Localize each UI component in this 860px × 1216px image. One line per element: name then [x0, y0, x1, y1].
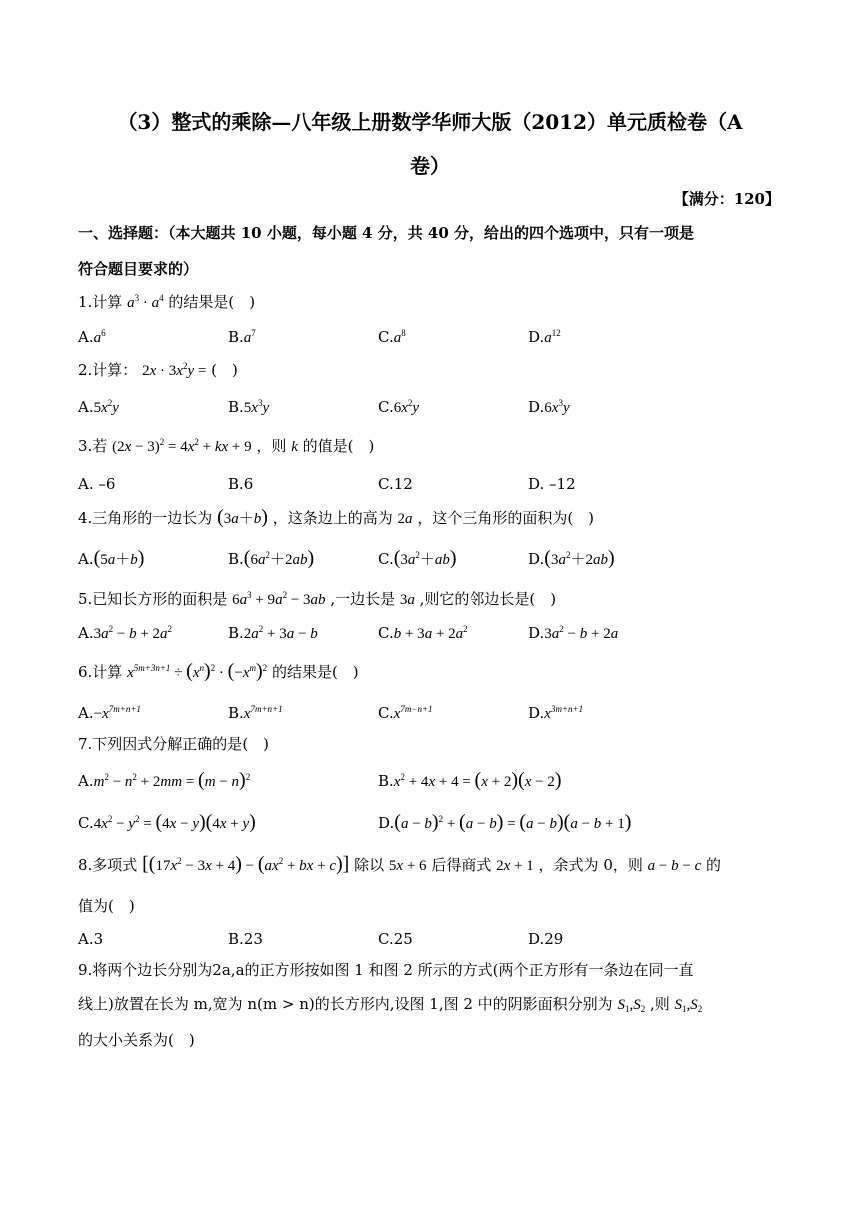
question-2: 2.计算： $2x \cdot 3x^2y$ = ( )	[78, 361, 238, 379]
q1-option-d: $D.a^{12}$	[528, 328, 561, 346]
question-4: 4.三角形的一边长为 (3a＋b) ，这条边上的高为 2a ，这个三角形的面积为( )	[78, 506, 595, 528]
q8-poly-expr: [$(17x^2 - 3x + 4) - (ax^2$ + bx + c)]	[142, 853, 350, 875]
question-9-line-3: 的大小关系为( )	[78, 1031, 195, 1049]
title-line-2: 卷）	[410, 154, 450, 178]
q8-option-d: D.29	[528, 930, 564, 948]
q6-expr: $x^{5m+3n+1} \div (x^n)^2 \cdot (-x^m)^2$	[127, 660, 268, 682]
q2-option-d: $D.6x^3y$	[528, 398, 570, 416]
question-3: 3.若 $(2x - 3)^2 = 4x^2$ + kx + 9 ，则 k 的值是( )	[78, 437, 375, 455]
q3-option-b: B.6	[228, 475, 254, 493]
q8-option-b: B.23	[228, 930, 263, 948]
q1-option-a: $A.a^6$	[78, 328, 106, 346]
q5-area-expr: $6a^3 + 9a^2 - 3ab$	[232, 590, 326, 608]
q1-expr: $a^3 \cdot a^4$	[127, 293, 164, 311]
q3-expr: $(2x - 3)^2 = 4x^2$ + kx + 9	[112, 437, 252, 455]
title-line-1: （3）整式的乘除—八年级上册数学华师大版（2012）单元质检卷（A	[117, 110, 743, 134]
q6-option-a: $A.-x^{7m+n+1}$	[78, 704, 141, 722]
question-1: 1.计算 $a^3 \cdot a^4$ 的结果是( )	[78, 293, 256, 311]
q6-option-b: $B.x^{7m+n+1}$	[228, 704, 283, 722]
question-8-line-2: 值为( )	[78, 897, 135, 915]
q3-option-d: D. –12	[528, 475, 576, 493]
q5-option-c: $C.b + 3a + 2a^2$	[378, 624, 468, 642]
q4-option-d: $D.(3a^2+2ab)$	[528, 547, 615, 569]
question-8: 8.多项式 [$(17x^2 - 3x + 4) - (ax^2$ + bx + c)] 除以 5x + 6 后得商式 2x + 1 ，余式为 0，则 a − b − c 的	[78, 853, 722, 875]
q3-option-a: A. –6	[78, 475, 116, 493]
q3-option-c: C.12	[378, 475, 413, 493]
question-7: 7.下列因式分解正确的是( )	[78, 735, 270, 753]
q8-option-c: C.25	[378, 930, 413, 948]
exam-title	[78, 100, 782, 188]
q7-option-c: $C.4x^2 - y^2 = (4x - y)(4x + y)$	[78, 811, 256, 833]
q2-option-c: $C.6x^2y$	[378, 398, 420, 416]
q7-option-b: $B.x^2 + 4x + 4 = (x + 2)(x - 2)$	[378, 769, 562, 791]
q4-option-b: $B.(6a^2+2ab)$	[228, 547, 315, 569]
question-9-line-2: 线上)放置在长为 m,宽为 n(m > n)的长方形内,设图 1,图 2 中的阴影面积分别为 $S_1,S_2$ ,则 $S_1,S_2$	[78, 995, 703, 1014]
question-5: 5.已知长方形的面积是 $6a^3 + 9a^2 - 3ab$ ,一边长是 3a ,则它的邻边长是( )	[78, 590, 557, 608]
q2-option-b: $B.5x^3y$	[228, 398, 270, 416]
q1-option-c: $C.a^8$	[378, 328, 406, 346]
q6-option-c: $C.x^{7m-n+1}$	[378, 704, 433, 722]
q4-option-c: $C.(3a^2+ab)$	[378, 547, 457, 569]
question-6: 6.计算 $x^{5m+3n+1} \div (x^n)^2 \cdot (-x^m)^2$ 的结果是( )	[78, 660, 359, 682]
q5-option-d: $D.3a^2 - b + 2a$	[528, 624, 619, 642]
q2-expr: $2x \cdot 3x^2y$ =	[142, 361, 207, 379]
q5-option-a: $A.3a^2 - b + 2a^2$	[78, 624, 173, 642]
q4-side-expr: (3a＋b)	[217, 506, 268, 528]
q7-option-d: $D.(a - b)^2 + (a - b) = (a - b)(a - b + 1)$	[378, 811, 632, 833]
q7-option-a: $A.m^2 - n^2 + 2mm = (m - n)^2$	[78, 769, 251, 791]
q8-option-a: A.3	[78, 930, 104, 948]
full-score: 【满分：120】	[673, 190, 780, 208]
q6-option-d: $D.x^{3m+n+1}$	[528, 704, 584, 722]
q4-option-a: A.(5a＋b)	[78, 547, 145, 569]
section-heading-2: 符合题目要求的）	[78, 260, 199, 278]
q5-option-b: $B.2a^2 + 3a - b$	[228, 624, 318, 642]
question-9: 9.将两个边长分别为2a,a的正方形按如图 1 和图 2 所示的方式(两个正方形有一条边在同一直	[78, 961, 694, 979]
q2-option-a: $A.5x^2y$	[78, 398, 119, 416]
section-heading-1: 一、选择题：（本大题共 10 小题，每小题 4 分，共 40 分，给出的四个选项中，只有一项是	[78, 224, 695, 242]
q1-option-b: $B.a^7$	[228, 328, 256, 346]
